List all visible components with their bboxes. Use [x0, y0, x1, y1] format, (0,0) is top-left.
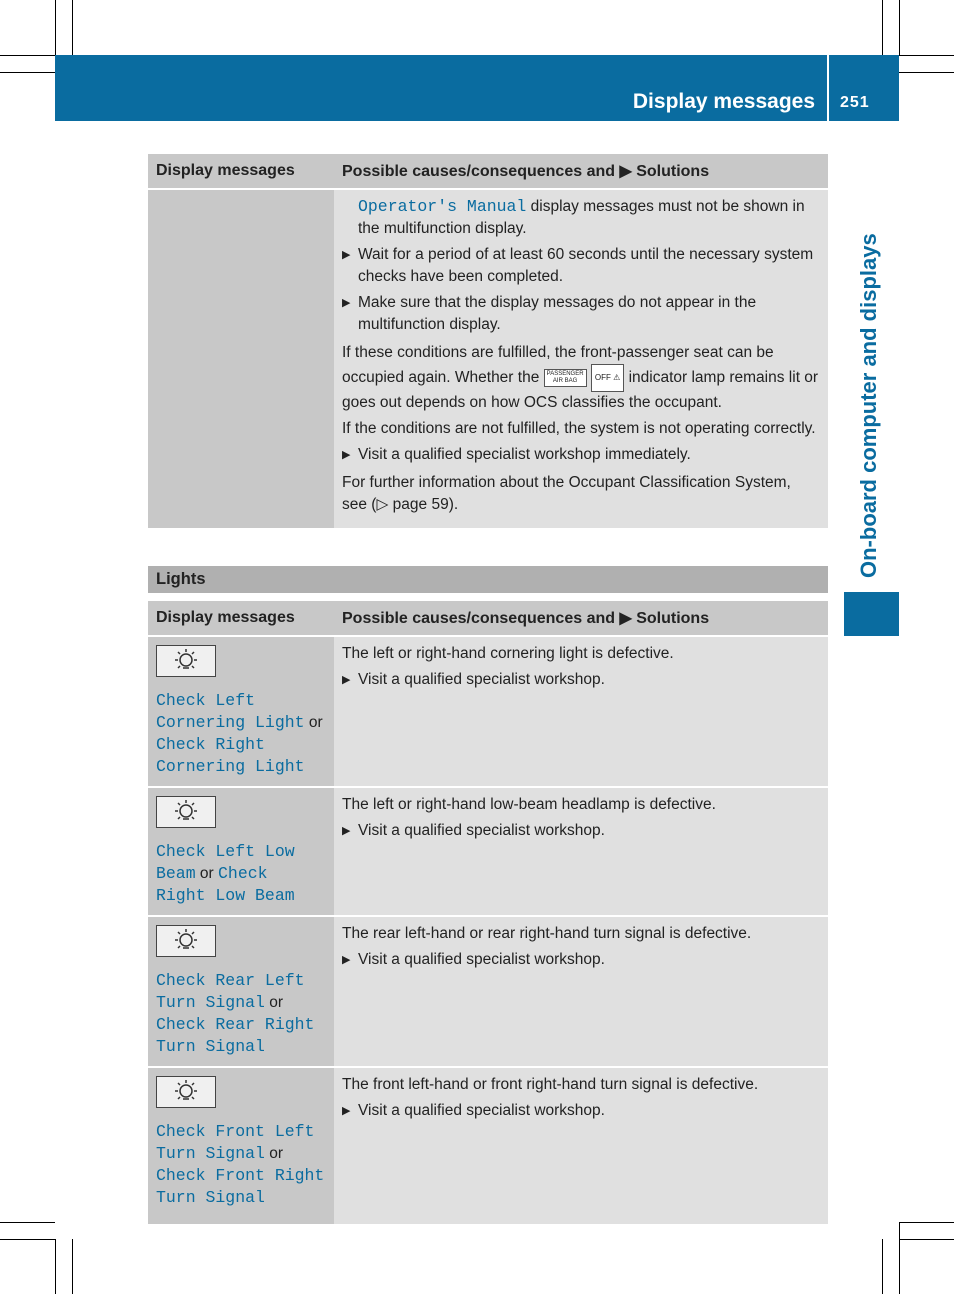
step-text: Visit a qualified specialist workshop. — [358, 951, 605, 968]
play-arrow-icon: ▶ — [342, 449, 351, 461]
chapter-tab-marker — [844, 592, 899, 636]
page-header — [55, 55, 899, 121]
table-row — [148, 787, 828, 916]
crop-mark — [882, 1239, 883, 1294]
solution-step — [342, 444, 820, 466]
light-bulb-warning-icon — [156, 925, 216, 957]
solution-cell — [334, 636, 828, 787]
table-row — [148, 189, 828, 529]
message-code: Check Right Low Beam — [156, 864, 295, 905]
solution-cell — [334, 1067, 828, 1225]
message-code: Check Rear Right Turn Signal — [156, 1015, 315, 1056]
crop-mark — [882, 0, 883, 55]
crop-mark — [0, 1239, 55, 1240]
light-bulb-warning-icon — [156, 645, 216, 677]
paragraph: If the conditions are not fulfilled, the system is not operating correctly. — [342, 420, 816, 437]
continued-text-body: display messages must not be shown in the multifunction display. — [358, 198, 805, 237]
solution-step — [342, 949, 820, 971]
light-bulb-warning-icon — [156, 796, 216, 828]
page-title: Display messages — [632, 90, 815, 113]
crop-mark — [0, 1222, 55, 1223]
crop-mark — [72, 1239, 73, 1294]
paragraph-text: indicator lamp remains lit or goes out depends on how OCS classifies the occupant. — [342, 369, 819, 411]
message-code: Check Front Left Turn Signal — [156, 1122, 315, 1163]
or-text: or — [195, 865, 219, 882]
or-text: or — [264, 1145, 284, 1162]
solution-step — [342, 820, 820, 842]
crop-mark — [55, 1239, 56, 1294]
solution-step — [342, 244, 820, 288]
solution-step — [342, 292, 820, 336]
step-text: Visit a qualified specialist workshop. — [358, 822, 605, 839]
crop-mark — [0, 72, 55, 73]
paragraph: For further information about the Occupant Classification System, see (▷ page 59). — [342, 474, 791, 513]
table-row — [148, 1067, 828, 1225]
table-row — [148, 916, 828, 1067]
chapter-tab-label: On-board computer and displays — [856, 233, 881, 578]
column-header-messages: Display messages — [148, 154, 334, 189]
crop-mark — [899, 1222, 954, 1223]
cause-text: The rear left-hand or rear right-hand turn signal is defective. — [342, 925, 752, 942]
message-code: Check Left Low Beam — [156, 842, 295, 883]
message-code: Operator's Manual — [358, 197, 527, 216]
icon-label: OFF — [594, 373, 611, 382]
play-arrow-icon: ▶ — [342, 1105, 351, 1117]
cause-text: The left or right-hand low-beam headlamp is defective. — [342, 796, 716, 813]
solution-step — [342, 1100, 820, 1122]
crop-mark — [899, 1222, 900, 1294]
message-cell — [148, 787, 334, 916]
airbag-off-icon: OFF ⚠ — [591, 364, 624, 392]
solution-cell — [334, 189, 828, 529]
crop-mark — [0, 55, 55, 56]
column-header-messages: Display messages — [148, 601, 334, 636]
crop-mark — [72, 0, 73, 55]
continued-text — [342, 196, 820, 240]
message-cell — [148, 189, 334, 529]
light-bulb-warning-icon — [156, 1076, 216, 1108]
message-code: Check Rear Left Turn Signal — [156, 971, 305, 1012]
message-code: Check Left Cornering Light — [156, 691, 305, 732]
section-title: Lights — [156, 570, 206, 588]
crop-mark — [899, 1239, 954, 1240]
ocs-table — [148, 154, 828, 530]
crop-mark — [899, 0, 900, 55]
table-row — [148, 636, 828, 787]
step-text: Make sure that the display messages do not appear in the multifunction display. — [358, 294, 757, 333]
step-text: Wait for a period of at least 60 seconds until the necessary system checks have been completed. — [358, 246, 814, 285]
lights-table — [148, 601, 828, 1226]
passenger-airbag-icon — [544, 369, 587, 387]
icon-label: AIR BAG — [552, 378, 578, 384]
cause-text: The front left-hand or front right-hand turn signal is defective. — [342, 1076, 759, 1093]
crop-mark — [899, 55, 954, 56]
solution-cell — [334, 916, 828, 1067]
section-title-bar — [148, 566, 828, 593]
step-text: Visit a qualified specialist workshop. — [358, 671, 605, 688]
play-arrow-icon: ▶ — [342, 825, 351, 837]
icon-label: PASSENGER — [546, 371, 584, 377]
crop-mark — [899, 72, 954, 73]
page-number: 251 — [840, 94, 870, 111]
or-text: or — [304, 714, 323, 731]
message-code: Check Front Right Turn Signal — [156, 1166, 325, 1207]
step-text: Visit a qualified specialist workshop. — [358, 1102, 605, 1119]
header-divider — [827, 55, 829, 121]
cause-text: The left or right-hand cornering light is defective. — [342, 645, 674, 662]
crop-mark — [55, 0, 56, 55]
or-text: or — [264, 994, 284, 1011]
play-arrow-icon: ▶ — [342, 954, 351, 966]
solution-cell — [334, 787, 828, 916]
play-arrow-icon: ▶ — [342, 249, 351, 261]
message-code: Check Right Cornering Light — [156, 735, 305, 776]
message-cell — [148, 1067, 334, 1225]
column-header-solutions: Possible causes/consequences and ▶ Solutions — [334, 601, 828, 636]
play-arrow-icon: ▶ — [342, 674, 351, 686]
message-cell — [148, 636, 334, 787]
message-cell — [148, 916, 334, 1067]
paragraph-text: If these conditions are fulfilled, the front-passenger seat can be occupied again. Whether the — [342, 344, 774, 387]
column-header-solutions: Possible causes/consequences and ▶ Solutions — [334, 154, 828, 189]
step-text: Visit a qualified specialist workshop immediately. — [358, 446, 691, 463]
solution-step — [342, 669, 820, 691]
play-arrow-icon: ▶ — [342, 297, 351, 309]
paragraph — [342, 342, 820, 414]
